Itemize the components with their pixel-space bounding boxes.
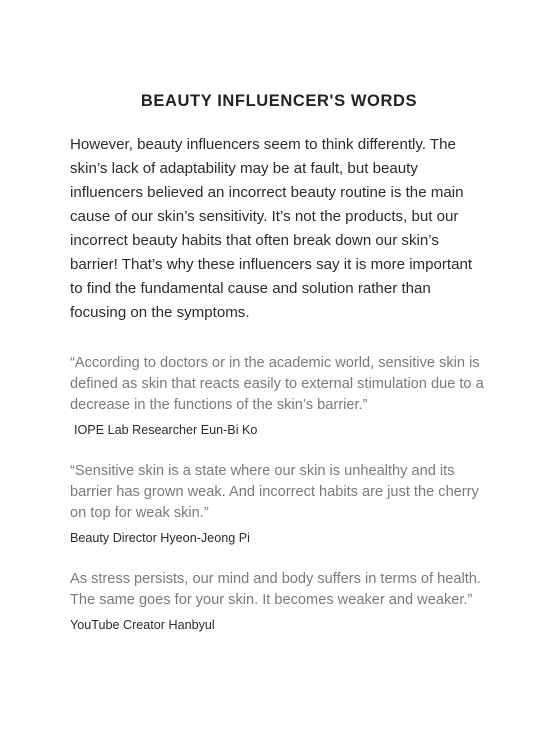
quote-block — [70, 461, 488, 547]
intro-paragraph: However, beauty influencers seem to think differently. The skin’s lack of adaptability may be at fault, but beauty influencers believed an incorrect beauty routine is the main cause of our skin’s sensitivity. It’s not the products, but our incorrect beauty habits that often break down our skin’s barrier! That’s why these influencers say it is more important to find the fundamental cause and solution rather than focusing on the symptoms. — [70, 136, 473, 321]
quote-text: “Sensitive skin is a state where our skin is unhealthy and its barrier has grown weak. And incorrect habits are just the cherry on top for weak skin.” — [70, 463, 479, 521]
section-heading: BEAUTY INFLUENCER'S WORDS — [140, 92, 418, 110]
quote-block — [70, 569, 488, 634]
quote-attribution: IOPE Lab Researcher Eun-Bi Ko — [74, 423, 258, 437]
quote-attribution: YouTube Creator Hanbyul — [70, 618, 215, 632]
quote-block — [70, 353, 488, 439]
quote-text: As stress persists, our mind and body suffers in terms of health. The same goes for your skin. It becomes weaker and weaker.” — [70, 571, 481, 608]
quote-text: “According to doctors or in the academic world, sensitive skin is defined as skin that reacts easily to external stimulation due to a decrease in the functions of the skin’s barrier.” — [70, 355, 484, 413]
quote-attribution: Beauty Director Hyeon-Jeong Pi — [70, 531, 250, 545]
